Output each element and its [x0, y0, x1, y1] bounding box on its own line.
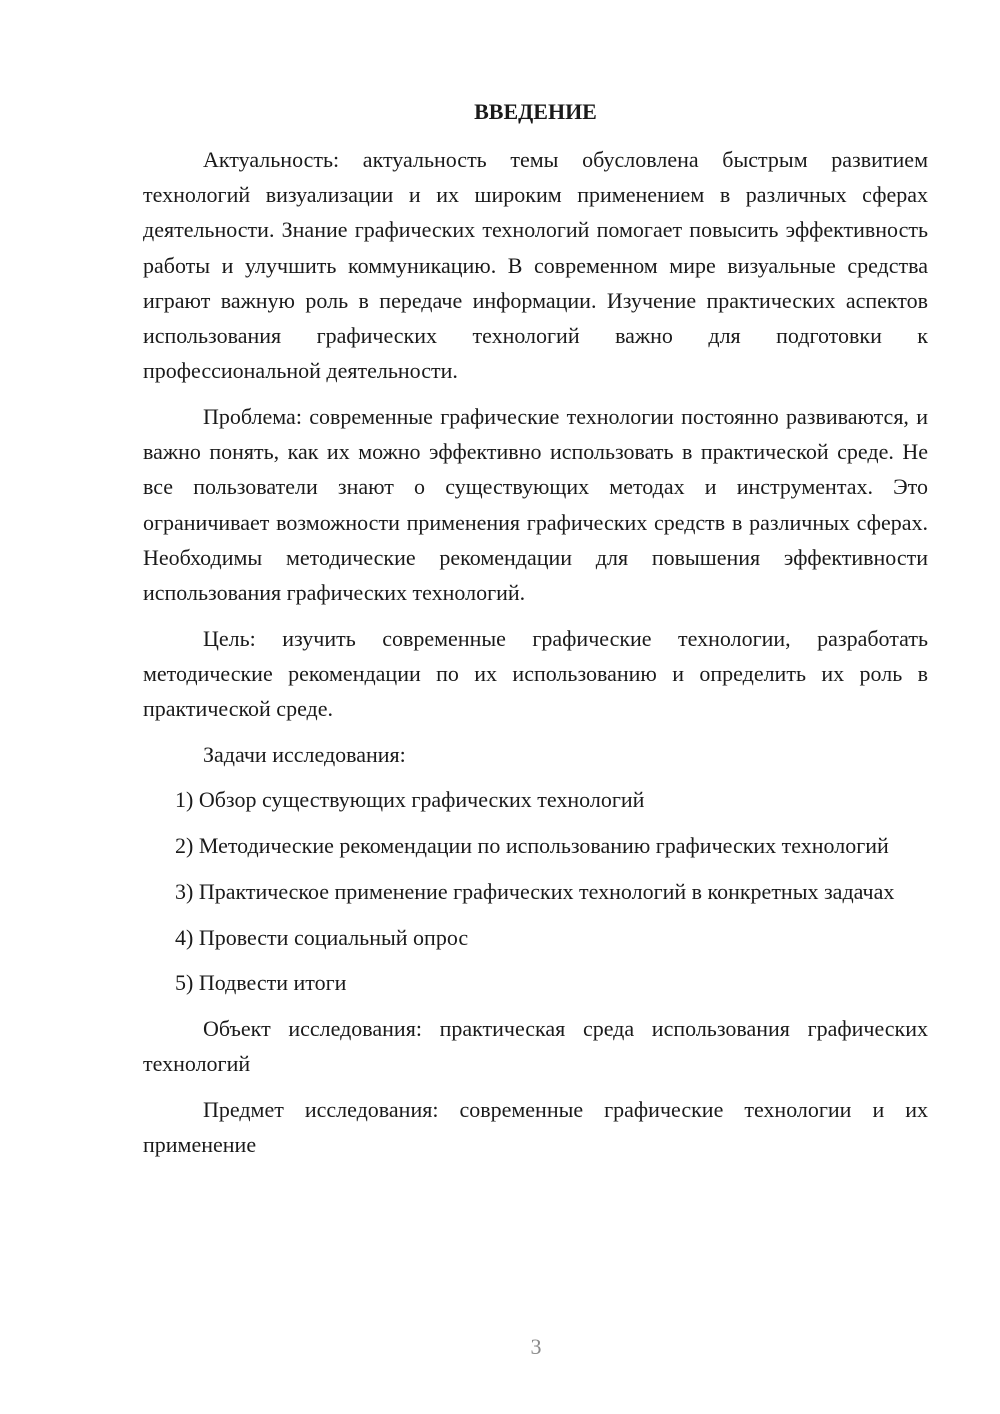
section-title: ВВЕДЕНИЕ: [474, 99, 597, 124]
task-item-5: 5) Подвести итоги: [175, 970, 347, 996]
document-body: [143, 142, 928, 1162]
object-paragraph: Объект исследования: практическая среда использования графических технологий: [143, 1015, 928, 1077]
task-item-1: 1) Обзор существующих графических технологий: [175, 787, 645, 813]
problem-paragraph: Проблема: современные графические технологии постоянно развиваются, и важно понять, как их можно эффективно использовать в практической среде. Не все пользователи знают о существующих методах и инструментах. Это ограничивает возможности применения графических средств в различных сферах. Необходимы методические рекомендации для повышения эффективности использования графических технологий.: [143, 403, 928, 605]
relevance-paragraph: Актуальность: актуальность темы обусловлена быстрым развитием технологий визуализации и их широким применением в различных сферах деятельности. Знание графических технологий помогает повысить эффективность работы и улучшить коммуникацию. В современном мире визуальные средства играют важную роль в передаче информации. Изучение практических аспектов использования графических технологий важно для подготовки к профессиональной деятельности.: [143, 147, 928, 384]
page-number: 3: [530, 1334, 542, 1359]
task-item-3: 3) Практическое применение графических технологий в конкретных задачах: [175, 878, 895, 904]
tasks-heading: Задачи исследования:: [203, 741, 406, 767]
goal-paragraph: Цель: изучить современные графические технологии, разработать методические рекомендации по их использованию и определить их роль в практической среде.: [143, 625, 928, 722]
task-item-4: 4) Провести социальный опрос: [175, 924, 469, 950]
task-item-2: 2) Методические рекомендации по использованию графических технологий: [175, 833, 889, 859]
subject-paragraph: Предмет исследования: современные графические технологии и их применение: [143, 1096, 928, 1158]
